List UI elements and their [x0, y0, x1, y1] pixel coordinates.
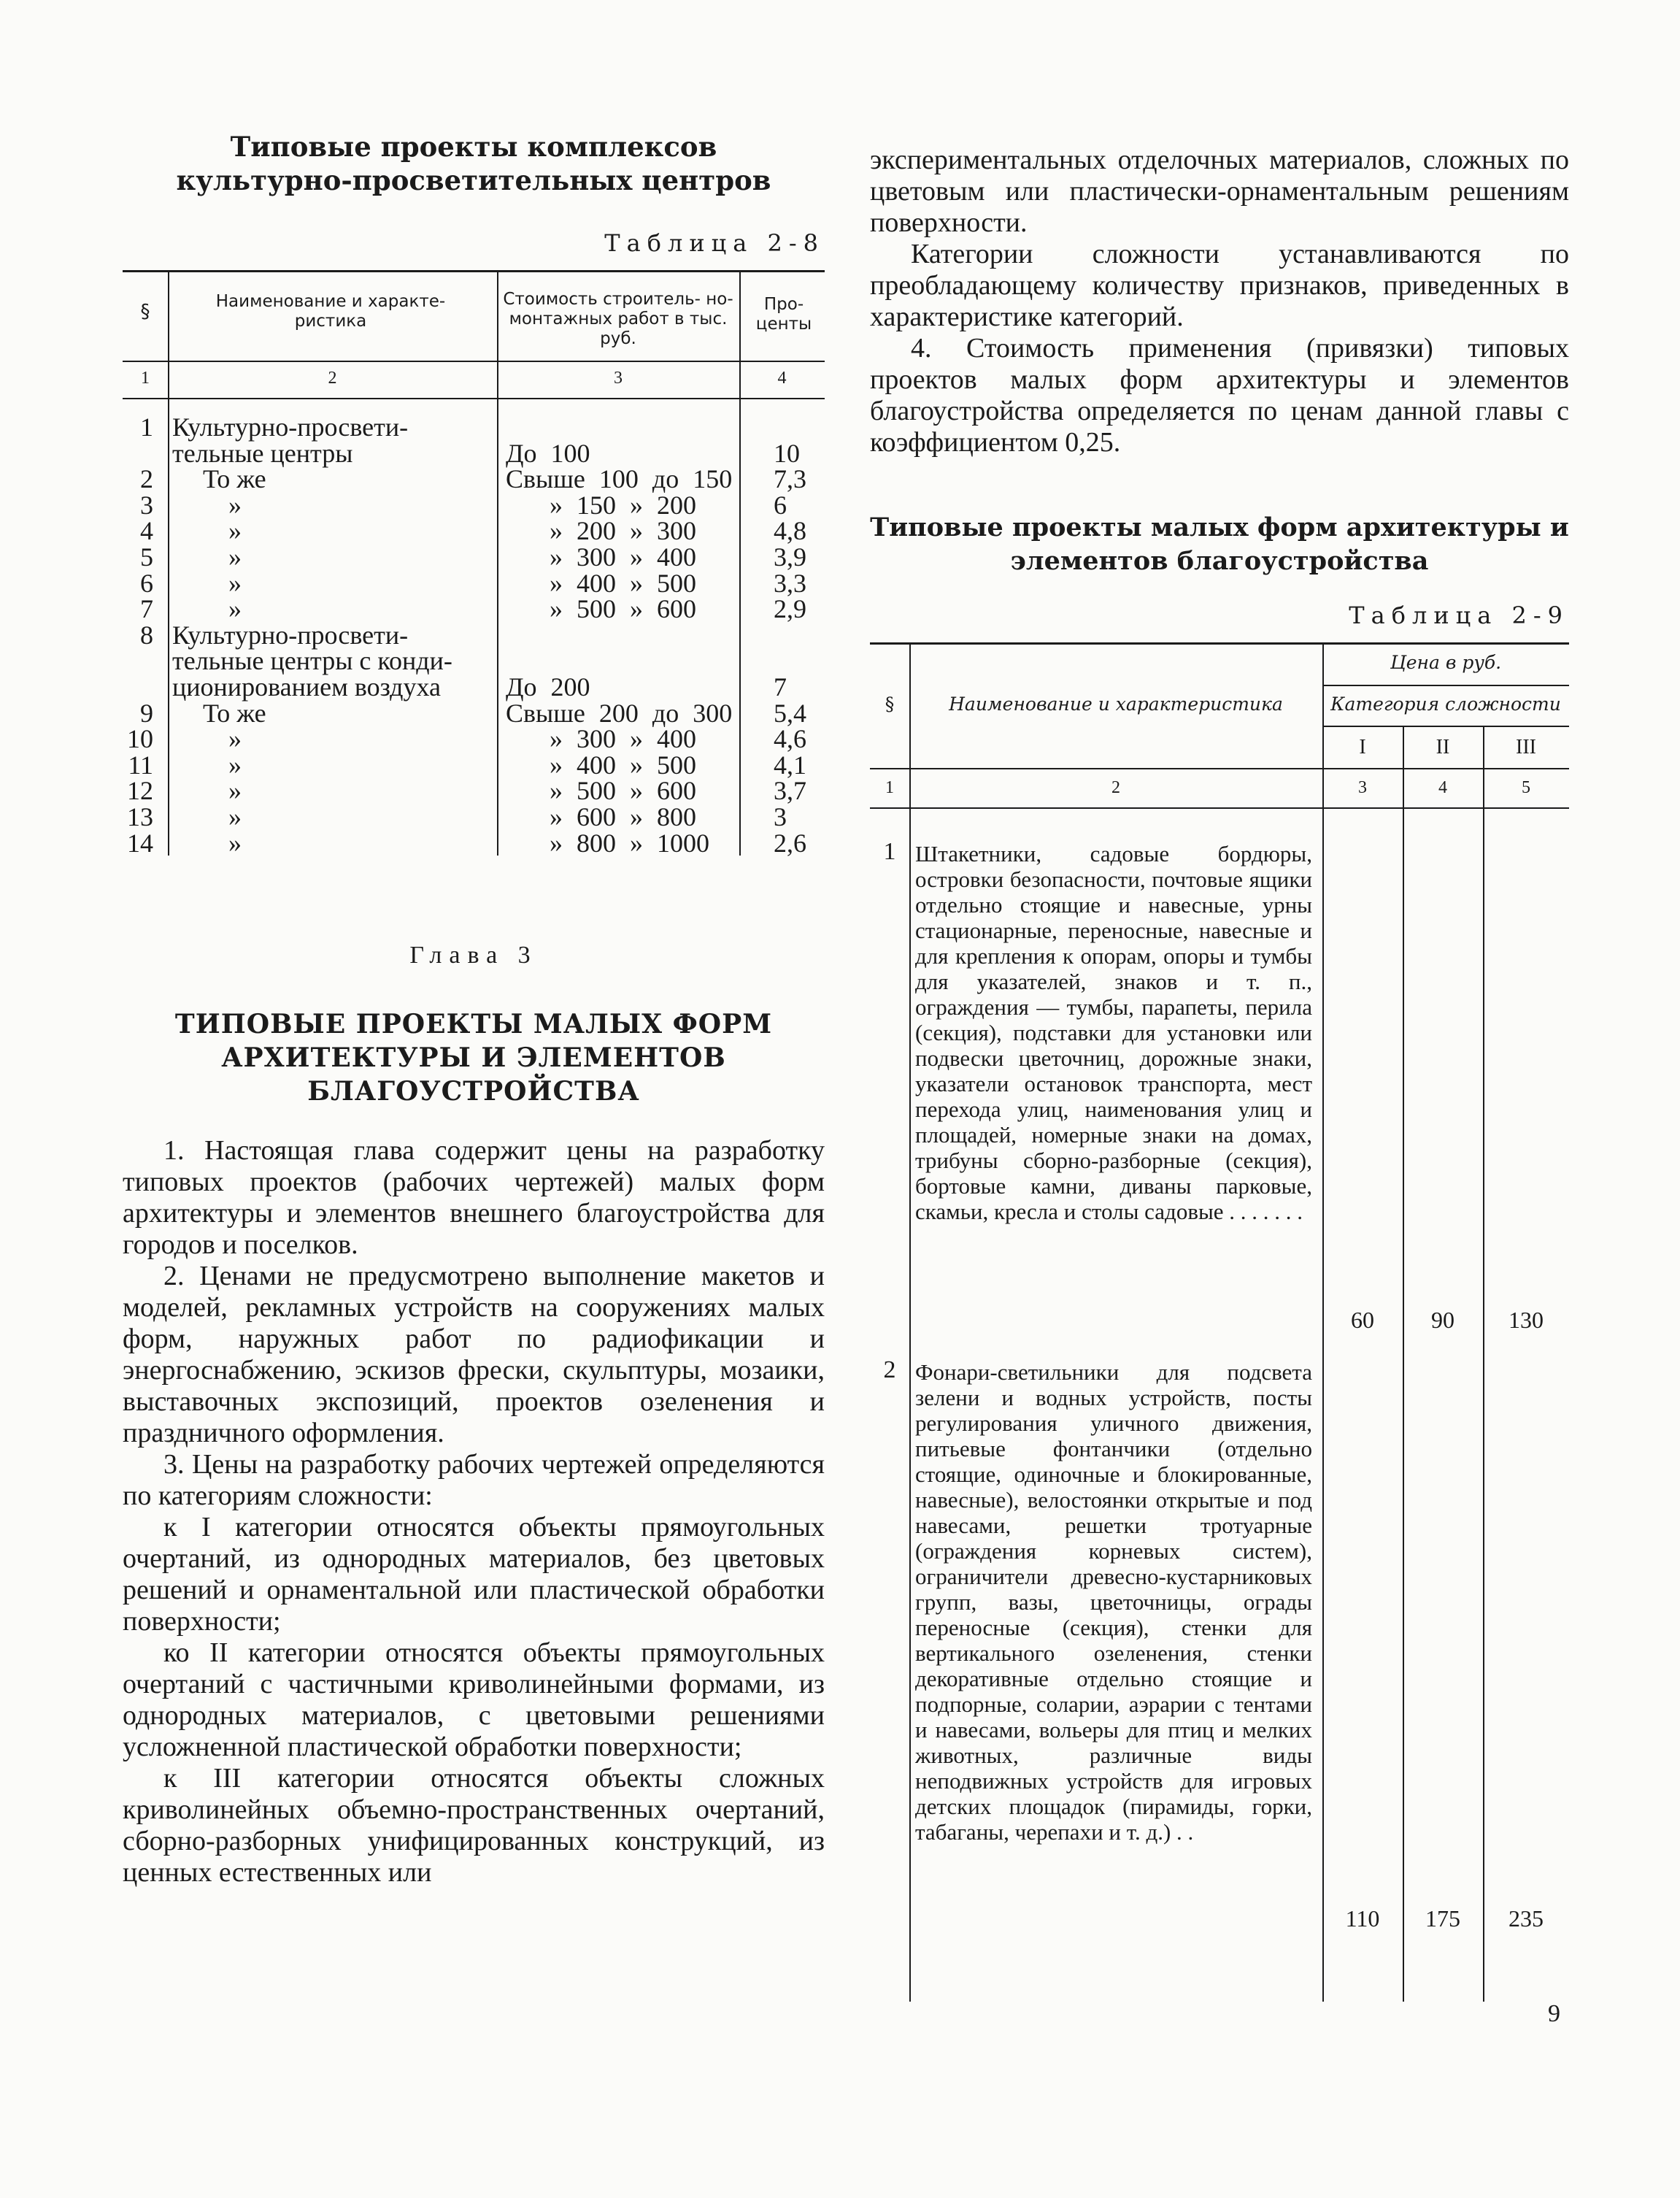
- col-number: 2: [328, 369, 337, 388]
- row-number: 10: [127, 724, 153, 753]
- row-number: 7: [140, 594, 153, 623]
- col-header-section: §: [885, 693, 895, 715]
- row-percent: 10: [774, 439, 800, 468]
- row-percent: 5,4: [774, 699, 806, 728]
- right-body: [870, 145, 1569, 458]
- chapter-body: [123, 1135, 825, 1888]
- row-number: 3: [140, 491, 153, 520]
- col-header-cost: Стоимость строитель- но-монтажных работ в тыс. руб.: [503, 290, 733, 348]
- col-number: 1: [141, 369, 150, 388]
- table-number-rule: [123, 398, 825, 399]
- page-number: 9: [1548, 2000, 1560, 2027]
- col-number: 4: [1438, 778, 1447, 797]
- category-rule: [1322, 726, 1569, 727]
- paragraph: [123, 1449, 825, 1512]
- row-cost: » 200 » 300: [550, 516, 696, 545]
- row-number: 1: [883, 838, 896, 865]
- col-header-percent: Про- центы: [755, 295, 812, 334]
- row-name: »: [228, 542, 242, 572]
- col-number: 3: [1358, 778, 1367, 797]
- col-header-section: §: [140, 301, 150, 323]
- col-number: 4: [777, 369, 787, 388]
- row-cost: » 500 » 600: [550, 776, 696, 805]
- row-number: 4: [140, 516, 153, 545]
- row-number: 12: [127, 776, 153, 805]
- row-description: Штакетники, садовые бордюры, островки безопасности, почтовые ящики отдельно стоящие и навесные, урны стационарные, переносные, навесные и для крепления к опорам, опоры и тумбы для указателей, знаков и т. п., ограждения — тумбы, парапеты, перила (секция), подставки для установки или подвески цветочниц, дорожные знаки, указатели остановок транспорта, мест перехода улиц, наименования улиц и площадей, номерные знаки на домах, трибуны сборно-разборные (секция), бортовые камни, диваны парковые, скамьи, кресла и столы садовые . . . . . . .: [915, 841, 1312, 1224]
- col-number: 2: [1111, 778, 1120, 797]
- row-percent: 3,7: [774, 776, 806, 805]
- row-number: 13: [127, 802, 153, 831]
- chapter-title-line3: БЛАГОУСТРОЙСТВА: [307, 1076, 640, 1107]
- paragraph: [870, 239, 1569, 333]
- chapter-title-line2: АРХИТЕКТУРЫ И ЭЛЕМЕНТОВ: [221, 1042, 726, 1073]
- table-2-9-title-line2: элементов благоустройства: [1010, 546, 1429, 576]
- table-top-rule: [123, 270, 825, 272]
- row-cost: » 150 » 200: [550, 491, 696, 520]
- row-number: 11: [128, 750, 153, 780]
- table-2-9-title-line1: Типовые проекты малых форм архитектуры и: [870, 512, 1569, 542]
- row-cost: До 100: [506, 439, 590, 468]
- paragraph-text: экспериментальных отделочных материалов, сложных по цветовым или пластически-орнаментальным решениям поверхности.: [870, 145, 1569, 238]
- row-cost: » 400 » 500: [550, 569, 696, 598]
- table-col-divider: [497, 272, 498, 856]
- col-header-name: Наименование и характеристика: [949, 693, 1283, 715]
- row-percent: 3,3: [774, 569, 806, 598]
- row-name: То же: [203, 464, 266, 493]
- row-name: »: [228, 516, 242, 545]
- price-cat-3: 235: [1508, 1905, 1544, 1932]
- paragraph-text: 1. Настоящая глава содержит цены на разработку типовых проектов (рабочих чертежей) малых форм архитектуры и элементов внешнего благоустройства для городов и поселков.: [123, 1135, 825, 1260]
- paragraph-text: 4. Стоимость применения (привязки) типовых проектов малых форм архитектуры и элементов благоустройства определяется по ценам данной главы с коэффициентом 0,25.: [870, 333, 1569, 458]
- paragraph-text: к I категории относятся объекты прямоугольных очертаний, из однородных материалов, без цветовых решений и орнаментальной или пластической обработки поверхности;: [123, 1512, 825, 1637]
- table-header-rule: [870, 768, 1569, 769]
- row-number: 1: [140, 412, 153, 442]
- row-cost: Свыше 100 до 150: [506, 464, 733, 493]
- price-cat-2: 175: [1425, 1905, 1460, 1932]
- category-ii: II: [1436, 736, 1450, 758]
- paragraph: [123, 1763, 825, 1888]
- row-name: тельные центры с конди-: [172, 646, 452, 675]
- category-iii: III: [1516, 736, 1536, 758]
- paragraph: [123, 1261, 825, 1449]
- paragraph-text: Категории сложности устанавливаются по преобладающему количеству признаков, приведенных в характеристике категорий.: [870, 239, 1569, 332]
- row-percent: 4,8: [774, 516, 806, 545]
- table-col-divider: [739, 272, 741, 856]
- row-percent: 3,9: [774, 542, 806, 572]
- row-percent: 4,1: [774, 750, 806, 780]
- row-cost: » 300 » 400: [550, 542, 696, 572]
- price-cat-3: 130: [1508, 1307, 1544, 1333]
- row-number: 2: [883, 1356, 896, 1383]
- category-i: I: [1359, 736, 1366, 758]
- col-number: 3: [614, 369, 623, 388]
- row-name: То же: [203, 699, 266, 728]
- price-cat-1: 110: [1345, 1905, 1380, 1932]
- row-cost: Свыше 200 до 300: [506, 699, 733, 728]
- table-2-8-title-line1: Типовые проекты комплексов: [230, 131, 717, 163]
- row-name: ционированием воздуха: [172, 672, 441, 702]
- paragraph-text: 3. Цены на разработку рабочих чертежей определяются по категориям сложности:: [123, 1449, 825, 1511]
- chapter-title: [123, 1007, 825, 1108]
- row-percent: 7: [774, 672, 787, 702]
- row-name: Культурно-просвети-: [172, 412, 409, 442]
- row-percent: 7,3: [774, 464, 806, 493]
- row-number: 14: [127, 829, 153, 858]
- row-cost: » 500 » 600: [550, 594, 696, 623]
- paragraph: [123, 1135, 825, 1261]
- paragraph-text: к III категории относятся объекты сложных криволинейных объемно-пространственных очертаний, сборно-разборных унифицированных конструкций, из ценных естественных или: [123, 1763, 825, 1888]
- row-name: »: [228, 491, 242, 520]
- row-name: »: [228, 829, 242, 858]
- table-col-divider: [909, 644, 911, 2002]
- row-cost: » 600 » 800: [550, 802, 696, 831]
- col-number: 1: [885, 778, 894, 797]
- table-2-9-title: [870, 511, 1569, 578]
- col-header-category: Категория сложности: [1330, 693, 1561, 715]
- row-cost: » 400 » 500: [550, 750, 696, 780]
- paragraph-text: 2. Ценами не предусмотрено выполнение макетов и моделей, рекламных устройств на сооружениях малых форм, наружных работ по радиофикации и энергоснабжению, эскизов фрески, скульптуры, мозаики, выставочных экспозиций, проектов озеленения и праздничного оформления.: [123, 1261, 825, 1448]
- row-percent: 2,6: [774, 829, 806, 858]
- col-header-price: Цена в руб.: [1390, 652, 1502, 673]
- row-percent: 3: [774, 802, 787, 831]
- row-percent: 4,6: [774, 724, 806, 753]
- table-2-8-title-line2: культурно-просветительных центров: [176, 164, 771, 196]
- paragraph: [123, 1512, 825, 1637]
- table-2-8-label: Таблица 2-8: [604, 229, 825, 257]
- row-name: тельные центры: [172, 439, 353, 468]
- row-number: 5: [140, 542, 153, 572]
- row-description: Фонари-светильники для подсвета зелени и водных устройств, посты регулирования уличного движения, питьевые фонтанчики (отдельно стоящие, одиночные и блокированные, навесные), велостоянки открытые и под навесами, решетки тротуарные (ограждения корневых систем), ограничители древесно-кустарниковых групп, вазы, цветочницы, ограды переносные (секция), стенки для вертикального озеленения, стенки декоративные отдельно стоящие и подпорные, соларии, аэрарии с тентами и навесами, вольеры для птиц и мелких животных, различные виды неподвижных устройств для игровых детских площадок (пирамиды, горки, табаганы, черепахи и т. д.) . .: [915, 1359, 1312, 1845]
- row-cost: До 200: [506, 672, 590, 702]
- chapter-label: Глава 3: [409, 942, 538, 969]
- row-name: »: [228, 802, 242, 831]
- table-col-divider: [1483, 727, 1484, 2002]
- row-percent: 2,9: [774, 594, 806, 623]
- row-number: 8: [140, 620, 153, 650]
- paragraph: [870, 145, 1569, 239]
- table-top-rule: [870, 642, 1569, 645]
- row-name: »: [228, 724, 242, 753]
- row-name: »: [228, 776, 242, 805]
- table-number-rule: [870, 807, 1569, 809]
- price-rule: [1322, 685, 1569, 686]
- row-percent: 6: [774, 491, 787, 520]
- row-name: »: [228, 569, 242, 598]
- paragraph-text: ко II категории относятся объекты прямоугольных очертаний с частичными криволинейными формами, из однородных материалов, с цветовыми решениями усложненной пластической обработки поверхности;: [123, 1637, 825, 1762]
- price-cat-1: 60: [1351, 1307, 1374, 1333]
- row-number: 9: [140, 699, 153, 728]
- table-2-9-label: Таблица 2-9: [1349, 602, 1569, 629]
- col-number: 5: [1522, 778, 1530, 797]
- table-2-8-title: [123, 130, 825, 197]
- row-name: »: [228, 594, 242, 623]
- row-number: 2: [140, 464, 153, 493]
- row-cost: » 800 » 1000: [550, 829, 709, 858]
- price-cat-2: 90: [1431, 1307, 1454, 1333]
- row-number: 6: [140, 569, 153, 598]
- paragraph: [123, 1637, 825, 1763]
- row-name: »: [228, 750, 242, 780]
- chapter-title-line1: ТИПОВЫЕ ПРОЕКТЫ МАЛЫХ ФОРМ: [174, 1009, 773, 1040]
- table-col-divider: [168, 272, 169, 856]
- table-header-rule: [123, 361, 825, 362]
- table-col-divider: [1403, 727, 1404, 2002]
- row-name: Культурно-просвети-: [172, 620, 409, 650]
- col-header-name: Наименование и характе- ристика: [215, 292, 446, 331]
- row-cost: » 300 » 400: [550, 724, 696, 753]
- paragraph: [870, 333, 1569, 458]
